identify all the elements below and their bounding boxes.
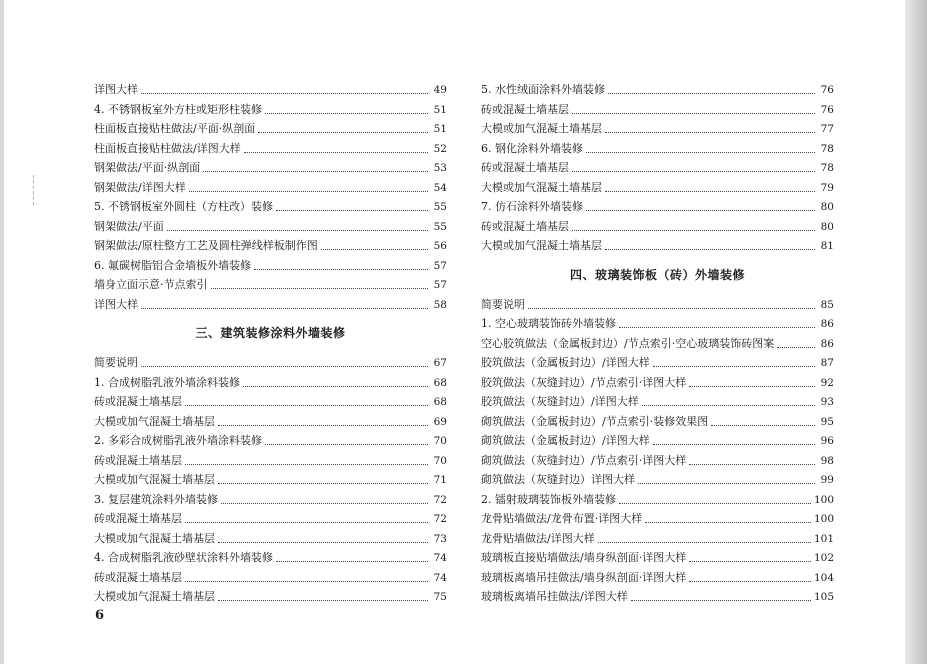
toc-entry xyxy=(481,139,834,159)
toc-entry-page: 80 xyxy=(820,220,834,233)
toc-entry-page: 68 xyxy=(433,376,447,389)
binding-mark xyxy=(33,175,35,205)
toc-entry xyxy=(94,548,447,568)
toc-entry xyxy=(481,568,834,588)
toc-entry xyxy=(94,431,447,451)
dot-leader xyxy=(631,600,811,601)
toc-entry-title: 大模或加气混凝土墙基层 xyxy=(94,531,215,545)
page-right-edge xyxy=(905,0,927,664)
toc-entry-page: 79 xyxy=(820,181,834,194)
dot-leader xyxy=(203,171,428,172)
toc-entry-title: 砖或混凝土墙基层 xyxy=(94,570,182,584)
dot-leader xyxy=(605,132,815,133)
toc-entry xyxy=(94,295,447,315)
dot-leader xyxy=(189,191,428,192)
toc-entry-title: 砖或混凝土墙基层 xyxy=(481,219,569,233)
dot-leader xyxy=(711,425,815,426)
dot-leader xyxy=(265,444,428,445)
toc-entry-page: 85 xyxy=(820,298,834,311)
toc-entry-title: 大模或加气混凝土墙基层 xyxy=(94,414,215,428)
toc-entry xyxy=(481,587,834,607)
toc-entry-title: 龙骨贴墙做法/龙骨布置·详图大样 xyxy=(481,512,643,525)
toc-entry-page: 73 xyxy=(433,532,447,545)
toc-entry-title: 2. 多彩合成树脂乳液外墙涂料装修 xyxy=(94,434,262,447)
toc-entry xyxy=(94,392,447,412)
toc-entry-title: 玻璃板离墙吊挂做法/详图大样 xyxy=(481,590,628,603)
dot-leader xyxy=(221,503,428,504)
toc-entry xyxy=(481,314,834,334)
toc-entry-page: 69 xyxy=(433,415,447,428)
dot-leader xyxy=(645,522,811,523)
toc-entry-page: 95 xyxy=(820,415,834,428)
toc-entry-title: 详图大样 xyxy=(94,83,138,96)
toc-entry xyxy=(94,158,447,178)
toc-entry-title: 砌筑做法（金属板封边）/节点索引·装修效果图 xyxy=(481,414,709,428)
toc-entry-title: 简要说明 xyxy=(94,356,138,369)
toc-entry-title: 柱面板直接贴柱做法/详图大样 xyxy=(94,141,241,155)
toc-entry-page: 56 xyxy=(433,240,447,252)
toc-entry-page: 57 xyxy=(433,279,447,291)
toc-entry-page: 57 xyxy=(433,259,447,272)
toc-entry xyxy=(94,236,447,256)
dot-leader xyxy=(276,561,428,562)
toc-entry-page: 74 xyxy=(433,571,447,584)
dot-leader xyxy=(689,386,815,387)
toc-entry xyxy=(481,100,834,120)
dot-leader xyxy=(185,464,428,465)
toc-entry-page: 49 xyxy=(433,84,447,96)
dot-leader xyxy=(141,308,428,309)
toc-entry-page: 68 xyxy=(433,396,447,408)
page-number: 6 xyxy=(95,608,105,623)
toc-entry xyxy=(481,158,834,178)
dot-leader xyxy=(243,386,428,387)
toc-entry-page: 74 xyxy=(433,552,447,564)
toc-entry-title: 4. 合成树脂乳液砂壁状涂料外墙装修 xyxy=(94,551,273,564)
toc-entry-page: 100 xyxy=(813,513,834,525)
toc-entry xyxy=(481,295,834,315)
toc-entry-page: 51 xyxy=(433,103,447,116)
dot-leader xyxy=(276,210,428,211)
dot-leader xyxy=(572,230,815,231)
toc-list xyxy=(481,295,834,607)
dot-leader xyxy=(185,522,428,523)
toc-entry xyxy=(94,275,447,295)
toc-entry-title: 砖或混凝土墙基层 xyxy=(94,512,182,525)
toc-entry-title: 大模或加气混凝土墙基层 xyxy=(481,122,602,135)
dot-leader xyxy=(167,230,428,231)
dot-leader xyxy=(185,405,428,406)
toc-entry xyxy=(94,587,447,607)
toc-entry-title: 1. 空心玻璃装饰砖外墙装修 xyxy=(481,317,616,330)
toc-entry-title: 5. 水性绒面涂料外墙装修 xyxy=(481,83,605,96)
toc-entry-page: 100 xyxy=(813,493,834,506)
toc-entry-page: 105 xyxy=(813,591,834,603)
dot-leader xyxy=(218,483,428,484)
toc-entry-title: 砌筑做法（灰缝封边）/节点索引·详图大样 xyxy=(481,453,687,467)
page-left-edge xyxy=(0,0,4,664)
toc-entry-title: 大模或加气混凝土墙基层 xyxy=(94,473,215,486)
toc-entry xyxy=(481,80,834,100)
toc-entry xyxy=(481,373,834,393)
toc-entry-title: 砖或混凝土墙基层 xyxy=(481,161,569,174)
toc-entry-page: 81 xyxy=(820,240,834,252)
dot-leader xyxy=(218,542,428,543)
toc-entry xyxy=(481,412,834,432)
toc-entry-page: 101 xyxy=(813,532,834,545)
toc-entry-title: 钢架做法/详图大样 xyxy=(94,180,186,194)
toc-entry xyxy=(94,197,447,217)
toc-entry xyxy=(481,451,834,471)
toc-entry-page: 77 xyxy=(820,123,834,135)
toc-entry xyxy=(94,217,447,237)
dot-leader xyxy=(528,308,815,309)
toc-entry-title: 大模或加气混凝土墙基层 xyxy=(94,590,215,603)
toc-entry-title: 空心胶筑做法（金属板封边）/节点索引·空心玻璃装饰砖图案 xyxy=(481,336,775,350)
toc-entry-page: 72 xyxy=(433,493,447,506)
toc-entry xyxy=(94,353,447,373)
dot-leader xyxy=(619,503,811,504)
toc-entry xyxy=(481,529,834,549)
toc-entry-title: 6. 氟碳树脂铝合金墙板外墙装修 xyxy=(94,258,251,272)
toc-entry xyxy=(94,529,447,549)
dot-leader xyxy=(586,210,815,211)
toc-entry-title: 详图大样 xyxy=(94,297,138,311)
dot-leader xyxy=(218,600,428,601)
toc-entry-page: 87 xyxy=(820,357,834,369)
toc-entry-title: 砖或混凝土墙基层 xyxy=(481,102,569,116)
toc-list xyxy=(94,80,447,314)
toc-entry-page: 102 xyxy=(813,552,834,564)
toc-entry xyxy=(94,139,447,159)
toc-entry-title: 6. 钢化涂料外墙装修 xyxy=(481,141,583,155)
toc-entry-title: 大模或加气混凝土墙基层 xyxy=(481,239,602,252)
toc-entry xyxy=(94,470,447,490)
toc-entry-title: 大模或加气混凝土墙基层 xyxy=(481,180,602,194)
toc-entry xyxy=(481,334,834,354)
toc-entry xyxy=(481,197,834,217)
toc-entry xyxy=(481,470,834,490)
toc-entry-title: 钢架做法/平面·纵剖面 xyxy=(94,161,201,174)
toc-entry-page: 98 xyxy=(820,454,834,467)
dot-leader xyxy=(258,132,428,133)
toc-entry xyxy=(94,451,447,471)
toc-entry-title: 墙身立面示意·节点索引 xyxy=(94,278,208,291)
dot-leader xyxy=(605,191,815,192)
dot-leader xyxy=(619,327,815,328)
toc-entry xyxy=(94,509,447,529)
toc-entry-page: 78 xyxy=(820,162,834,174)
dot-leader xyxy=(777,347,815,348)
dot-leader xyxy=(642,405,815,406)
dot-leader xyxy=(254,269,428,270)
toc-entry-page: 76 xyxy=(820,84,834,96)
toc-entry-page: 72 xyxy=(433,513,447,525)
toc-entry xyxy=(481,431,834,451)
toc-entry-page: 86 xyxy=(820,337,834,350)
toc-entry xyxy=(481,178,834,198)
dot-leader xyxy=(572,171,815,172)
dot-leader xyxy=(598,542,811,543)
toc-list xyxy=(94,353,447,607)
dot-leader xyxy=(185,581,428,582)
toc-entry-title: 胶筑做法（金属板封边）/详图大样 xyxy=(481,356,650,369)
toc-entry-title: 胶筑做法（灰缝封边）/详图大样 xyxy=(481,395,639,408)
toc-entry-title: 砌筑做法（灰缝封边）详图大样 xyxy=(481,473,635,486)
toc-entry xyxy=(481,548,834,568)
section-title: 三、建筑装修涂料外墙装修 xyxy=(195,326,346,340)
dot-leader xyxy=(605,249,815,250)
toc-entry xyxy=(94,256,447,276)
toc-entry xyxy=(481,490,834,510)
toc-entry xyxy=(94,490,447,510)
toc-entry xyxy=(94,119,447,139)
toc-entry-page: 53 xyxy=(433,162,447,174)
dot-leader xyxy=(689,581,811,582)
toc-list xyxy=(481,80,834,256)
dot-leader xyxy=(265,113,428,114)
toc-entry-title: 砖或混凝土墙基层 xyxy=(94,395,182,408)
dot-leader xyxy=(141,366,428,367)
dot-leader xyxy=(141,93,428,94)
toc-entry xyxy=(481,392,834,412)
toc-right-column xyxy=(481,80,834,607)
toc-entry-page: 70 xyxy=(433,435,447,447)
toc-entry-page: 93 xyxy=(820,396,834,408)
dot-leader xyxy=(653,366,815,367)
toc-entry-page: 76 xyxy=(820,103,834,116)
toc-entry xyxy=(481,217,834,237)
toc-entry-page: 96 xyxy=(820,435,834,447)
toc-entry xyxy=(94,568,447,588)
toc-entry-page: 55 xyxy=(433,220,447,233)
dot-leader xyxy=(638,483,815,484)
toc-entry-title: 龙骨贴墙做法/详图大样 xyxy=(481,531,595,545)
toc-entry-page: 78 xyxy=(820,142,834,155)
toc-entry-title: 玻璃板直接贴墙做法/墙身纵剖面·详图大样 xyxy=(481,551,687,564)
toc-entry-page: 80 xyxy=(820,201,834,213)
toc-entry xyxy=(94,373,447,393)
dot-leader xyxy=(689,464,815,465)
dot-leader xyxy=(572,113,815,114)
toc-left-column xyxy=(94,80,447,607)
dot-leader xyxy=(653,444,815,445)
toc-entry-title: 胶筑做法（灰缝封边）/节点索引·详图大样 xyxy=(481,375,687,389)
toc-entry-page: 51 xyxy=(433,123,447,135)
toc-entry-title: 钢架做法/原柱整方工艺及圆柱弹线样板制作图 xyxy=(94,239,318,252)
toc-entry-page: 58 xyxy=(433,298,447,311)
toc-entry-page: 52 xyxy=(433,142,447,155)
toc-entry-page: 86 xyxy=(820,318,834,330)
dot-leader xyxy=(321,249,428,250)
toc-entry xyxy=(94,412,447,432)
dot-leader xyxy=(244,152,428,153)
toc-entry-page: 54 xyxy=(433,181,447,194)
toc-entry xyxy=(481,119,834,139)
toc-entry-page: 67 xyxy=(433,357,447,369)
toc-entry-title: 砖或混凝土墙基层 xyxy=(94,453,182,467)
dot-leader xyxy=(586,152,815,153)
dot-leader xyxy=(689,561,811,562)
toc-entry-page: 104 xyxy=(813,571,834,584)
toc-entry xyxy=(481,236,834,256)
toc-entry-title: 2. 镭射玻璃装饰板外墙装修 xyxy=(481,492,616,506)
toc-entry-page: 92 xyxy=(820,376,834,389)
toc-entry-page: 70 xyxy=(433,454,447,467)
toc-entry-title: 柱面板直接贴柱做法/平面·纵剖面 xyxy=(94,122,256,135)
toc-entry-title: 钢架做法/平面 xyxy=(94,219,164,233)
toc-entry-page: 71 xyxy=(433,474,447,486)
toc-entry xyxy=(94,178,447,198)
dot-leader xyxy=(211,288,429,289)
dot-leader xyxy=(218,425,428,426)
toc-entry-page: 55 xyxy=(433,201,447,213)
toc-entry xyxy=(94,80,447,100)
toc-entry-page: 75 xyxy=(433,591,447,603)
toc-entry xyxy=(481,353,834,373)
dot-leader xyxy=(608,93,815,94)
section-title: 四、玻璃装饰板（砖）外墙装修 xyxy=(569,267,745,282)
toc-entry xyxy=(94,100,447,120)
toc-entry-title: 砌筑做法（金属板封边）/详图大样 xyxy=(481,434,650,447)
toc-entry-page: 99 xyxy=(820,474,834,486)
toc-entry-title: 简要说明 xyxy=(481,297,525,311)
toc-entry-title: 4. 不锈钢板室外方柱或矩形柱装修 xyxy=(94,102,262,116)
toc-entry-title: 5. 不锈钢板室外圆柱（方柱改）装修 xyxy=(94,200,273,213)
toc-entry-title: 玻璃板离墙吊挂做法/墙身纵剖面·详图大样 xyxy=(481,570,687,584)
toc-entry-title: 7. 仿石涂料外墙装修 xyxy=(481,200,583,213)
toc-entry-title: 1. 合成树脂乳液外墙涂料装修 xyxy=(94,375,240,389)
toc-entry xyxy=(481,509,834,529)
toc-entry-title: 3. 复层建筑涂料外墙装修 xyxy=(94,492,218,506)
